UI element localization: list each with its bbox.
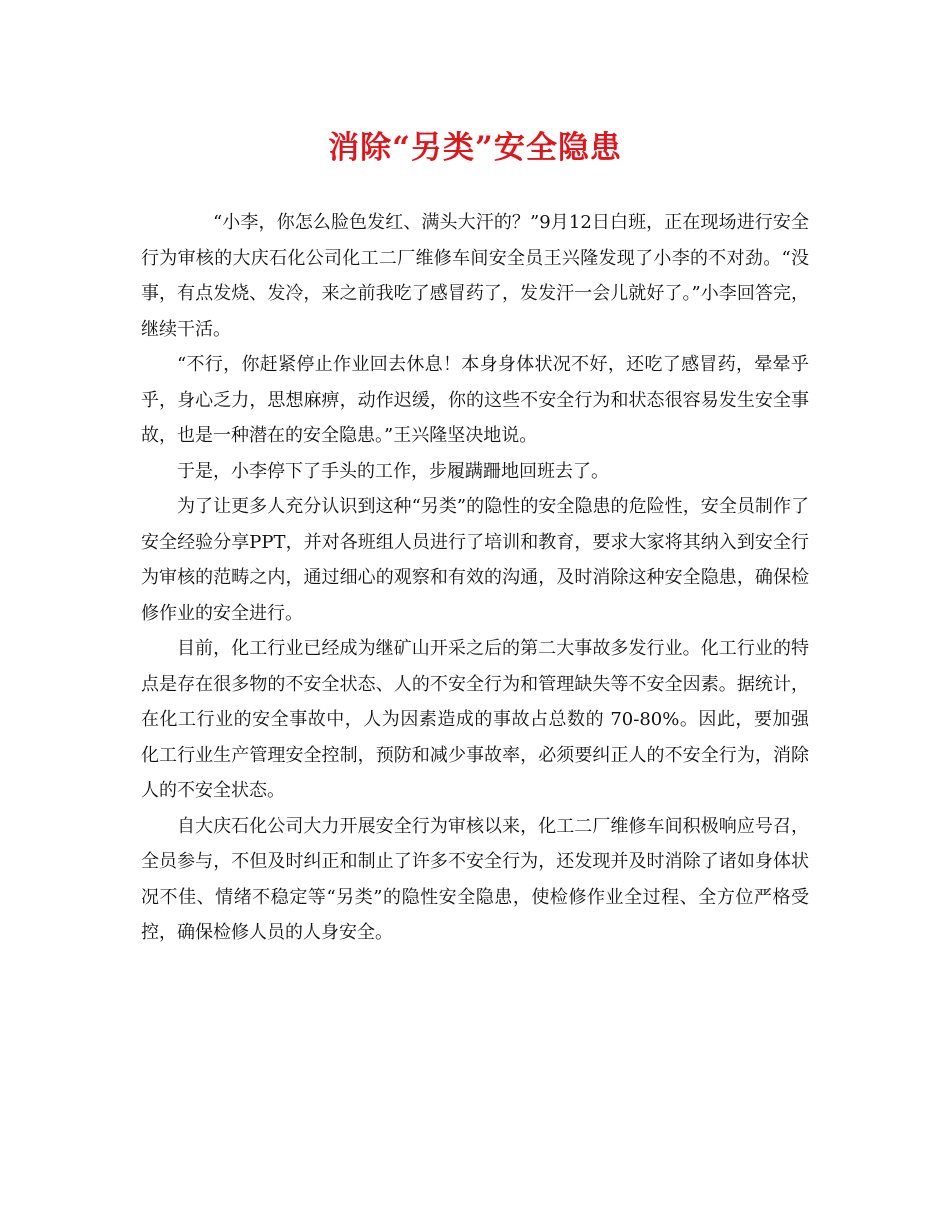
paragraph-6: 自大庆石化公司大力开展安全行为审核以来，化工二厂维修车间积极响应号召，全员参与，不但及时纠正和制止了许多不安全行为，还发现并及时消除了诸如身体状况不佳、情绪不稳定等“另类”的隐性安全隐患，使检修作业全过程、全方位严格受控，确保检修人员的人身安全。 [141,815,809,943]
paragraph-2: “不行，你赶紧停止作业回去休息！本身身体状况不好，还吃了感冒药，晕晕乎乎，身心乏力，思想麻痹，动作迟缓，你的这些不安全行为和状态很容易发生安全事故，也是一种潜在的安全隐患。”王兴隆坚决地说。 [141,354,809,446]
document-body [141,205,809,951]
paragraph-4: 为了让更多人充分认识到这种“另类”的隐性的安全隐患的危险性，安全员制作了安全经验分享PPT，并对各班组人员进行了培训和教育，要求大家将其纳入到安全行为审核的范畴之内，通过细心的观察和有效的沟通，及时消除这种安全隐患，确保检修作业的安全进行。 [141,496,809,624]
paragraph-3: 于是，小李停下了手头的工作，步履蹒跚地回班去了。 [177,460,609,482]
paragraph-1: “小李，你怎么脸色发红、满头大汗的？”9月12日白班，正在现场进行安全行为审核的大庆石化公司化工二厂维修车间安全员王兴隆发现了小李的不对劲。“没事，有点发烧、发冷，来之前我吃了感冒药了，发发汗一会儿就好了。”小李回答完，继续干活。 [141,212,809,340]
document-title: 消除“另类”安全隐患 [328,130,622,166]
paragraph-5: 目前，化工行业已经成为继矿山开采之后的第二大事故多发行业。化工行业的特点是存在很多物的不安全状态、人的不安全行为和管理缺失等不安全因素。据统计，在化工行业的安全事故中，人为因素造成的事故占总数的 70-80%。因此，要加强化工行业生产管理安全控制，预防和减少事故率，必须要纠正人的不安全行为，消除人的不安全状态。 [141,638,809,801]
